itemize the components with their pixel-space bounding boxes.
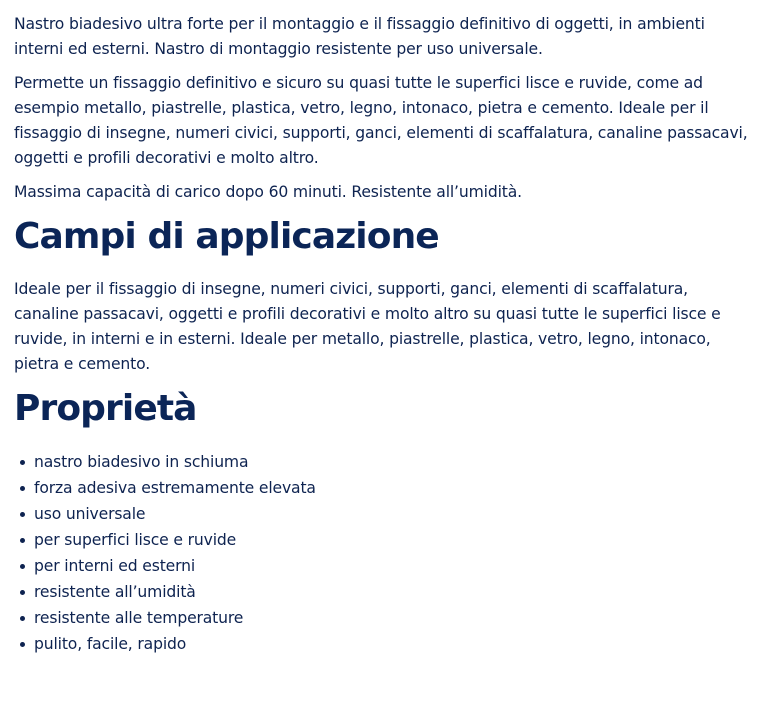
list-item: per interni ed esterni xyxy=(34,553,754,579)
properties-heading: Proprietà xyxy=(14,388,197,429)
applications-heading: Campi di applicazione xyxy=(14,216,439,257)
list-item: resistente all’umidità xyxy=(34,579,754,605)
list-item: uso universale xyxy=(34,501,754,527)
list-item: nastro biadesivo in schiuma xyxy=(34,449,754,475)
list-item: resistente alle temperature xyxy=(34,605,754,631)
applications-paragraph: Ideale per il fissaggio di insegne, numeri civici, supporti, ganci, elementi di scaffalatura, canaline passacavi, oggetti e profili decorativi e molto altro su quasi tutte le superfici lisce e ruvide, in interni e in esterni. Ideale per metallo, piastrelle, plastica, vetro, legno, intonaco, pietra e cemento. xyxy=(14,280,721,373)
properties-list xyxy=(14,449,754,657)
list-item: pulito, facile, rapido xyxy=(34,631,754,657)
list-item: forza adesiva estremamente elevata xyxy=(34,475,754,501)
intro-paragraph: Nastro biadesivo ultra forte per il montaggio e il fissaggio definitivo di oggetti, in ambienti interni ed esterni. Nastro di montaggio resistente per uso universale. xyxy=(14,15,705,58)
list-item: per superfici lisce e ruvide xyxy=(34,527,754,553)
product-description xyxy=(14,12,754,657)
usage-paragraph: Permette un fissaggio definitivo e sicuro su quasi tutte le superfici lisce e ruvide, come ad esempio metallo, piastrelle, plastica, vetro, legno, intonaco, pietra e cemento. Ideale per il fissaggio di insegne, numeri civici, supporti, ganci, elementi di scaffalatura, canaline passacavi, oggetti e profili decorativi e molto altro. xyxy=(14,74,748,167)
load-capacity-paragraph: Massima capacità di carico dopo 60 minuti. Resistente all’umidità. xyxy=(14,183,522,201)
